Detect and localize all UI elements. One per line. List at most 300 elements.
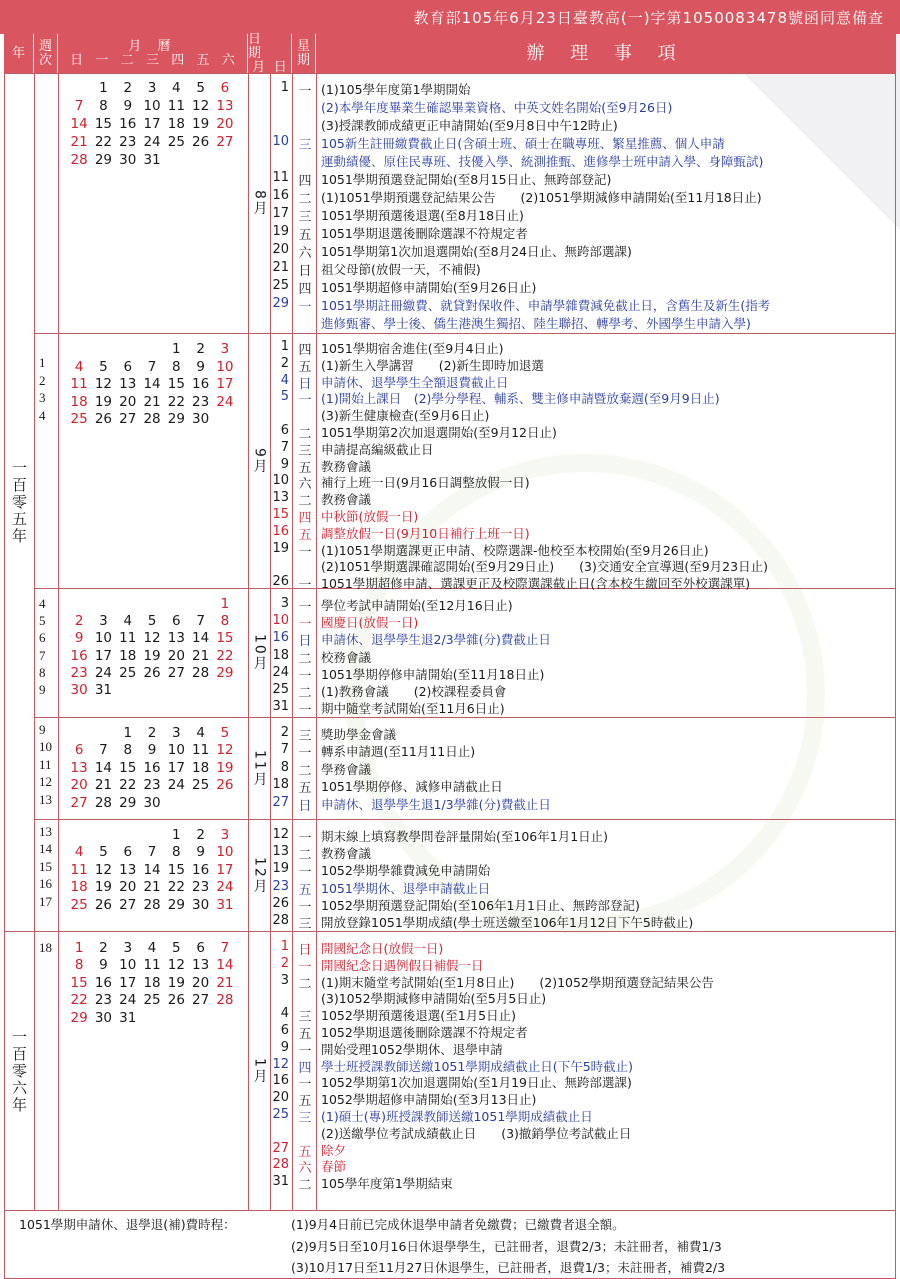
calendar-day: 17 (216, 376, 234, 393)
header-date-sub (248, 61, 291, 75)
header-calendar-title: 月 曆 (128, 38, 177, 54)
date-column (271, 718, 293, 819)
event-weekday: 一 (298, 600, 312, 615)
event-item: 1052學期退選後刪除選課不符規定者 (321, 1025, 528, 1040)
calendar-day: 15 (167, 376, 185, 393)
calendar-day (116, 827, 140, 843)
calendar-row (67, 897, 237, 913)
week-number: 13 (39, 824, 52, 839)
calendar-day: 12 (216, 742, 234, 759)
weekday-mon: 一 (95, 52, 109, 68)
event-item: 祖父母節(放假一天，不補假) (321, 262, 481, 277)
calendar-day: 25 (192, 777, 210, 794)
event-item: 獎助學金會議 (321, 727, 397, 742)
calendar-day: 23 (119, 134, 137, 150)
event-date: 28 (272, 913, 289, 928)
calendar-row (67, 1010, 237, 1026)
calendar-day: 20 (70, 777, 88, 794)
year-label: 一百零五年 (10, 460, 28, 545)
event-weekday: 二 (298, 192, 312, 207)
calendar-day: 22 (167, 393, 185, 410)
event-date: 1 (280, 339, 289, 354)
calendar-day: 12 (143, 630, 161, 647)
calendar-day: 3 (172, 725, 181, 741)
event-weekday: 一 (298, 959, 312, 975)
event-item: 國慶日(放假一日) (321, 615, 419, 631)
calendar-row (67, 80, 237, 96)
event-item: 1051學期停修、減修申請截止日 (321, 779, 503, 795)
event-weekday: 一 (298, 831, 312, 846)
event-item: 教務會議 (321, 846, 372, 862)
event-date: 13 (272, 844, 289, 860)
calendar-day: 7 (74, 98, 84, 114)
calendar-day: 29 (167, 411, 185, 428)
calendar-day: 1 (172, 827, 181, 843)
event-weekday: 二 (298, 686, 312, 701)
calendar-day: 17 (94, 647, 113, 664)
calendar-day: 14 (192, 630, 210, 647)
event-date: 26 (272, 895, 289, 911)
calendar-row (67, 596, 237, 612)
week-number: 5 (39, 613, 46, 629)
event-date: 27 (272, 794, 289, 810)
calendar-day (116, 682, 140, 698)
event-item: 開始受理1052學期休、退學申請 (321, 1041, 503, 1057)
calendar-day (188, 152, 212, 168)
month-name: 1月 (251, 1057, 268, 1085)
calendar-day: 24 (167, 777, 185, 794)
event-date: 24 (272, 664, 289, 680)
week-number: 9 (39, 722, 46, 737)
calendar-day: 20 (192, 974, 210, 991)
calendar-row (67, 411, 237, 427)
calendar-day: 29 (216, 664, 234, 681)
calendar-day: 8 (99, 98, 108, 114)
calendar-day: 10 (94, 630, 113, 647)
event-date: 25 (272, 1107, 289, 1122)
calendar-day: 18 (143, 974, 161, 991)
event-date: 3 (280, 596, 289, 611)
event-item: 105學年度第1學期結束 (321, 1176, 453, 1192)
week-number: 13 (39, 791, 52, 807)
calendar-day: 2 (99, 940, 108, 956)
calendar-day: 23 (192, 879, 210, 896)
approval-bar (0, 0, 900, 34)
event-item: 除夕 (321, 1142, 347, 1158)
date-column (271, 74, 293, 333)
event-weekday: 二 (298, 848, 312, 864)
calendar-day: 1 (123, 725, 133, 741)
calendar-row (67, 630, 237, 646)
calendar-day: 25 (143, 992, 161, 1009)
calendar-day: 3 (99, 613, 108, 630)
calendar-day: 18 (119, 647, 137, 664)
event-item: (3)新生健康檢查(至9月6日止) (321, 408, 490, 424)
event-item: 105新生註冊繳費截止日(含碩士班、碩士在職專班、繁星推薦、個人申請 (321, 136, 725, 151)
year-cell (5, 932, 35, 1211)
event-weekday: 二 (298, 976, 312, 992)
event-item: 補行上班一日(9月16日調整放假一日) (321, 475, 530, 491)
weekday-wed: 三 (145, 52, 159, 68)
calendar-day: 2 (196, 341, 205, 357)
calendar-day (91, 341, 115, 357)
calendar-day: 23 (192, 393, 210, 410)
calendar-day: 1 (220, 596, 230, 612)
week-number: 14 (39, 841, 52, 857)
calendar-day (116, 341, 140, 357)
calendar-day: 22 (167, 879, 185, 896)
refund-footer (4, 1211, 896, 1279)
events-column (317, 334, 895, 592)
weekday-column (293, 74, 317, 333)
calendar-day: 30 (70, 682, 88, 698)
calendar-day: 19 (167, 974, 185, 991)
calendar-day: 21 (94, 777, 113, 794)
calendar-day: 14 (216, 957, 234, 974)
calendar-day: 26 (216, 777, 234, 794)
event-date: 23 (272, 878, 289, 894)
calendar-day (91, 725, 115, 741)
calendar-day: 6 (220, 80, 230, 96)
calendar-day: 2 (123, 80, 133, 96)
event-date: 8 (280, 759, 289, 775)
event-item: (1)新生入學講習 (2)新生即時加退選 (321, 357, 544, 373)
calendar-row (67, 777, 237, 793)
calendar-day (164, 152, 188, 168)
weekday-fri: 五 (196, 52, 210, 68)
calendar-day: 11 (119, 630, 137, 647)
calendar-row (67, 613, 237, 629)
calendar-day: 5 (99, 358, 108, 375)
event-weekday: 一 (298, 1077, 312, 1093)
event-item: 1052學期超修申請開始(至3月13日止) (321, 1092, 537, 1108)
calendar-day: 8 (220, 613, 230, 630)
calendar-day: 7 (99, 742, 108, 759)
calendar-day: 28 (216, 992, 234, 1009)
week-number: 6 (39, 630, 46, 646)
event-weekday: 六 (298, 477, 312, 493)
calendar-day: 11 (167, 98, 185, 114)
date-column (271, 932, 293, 1210)
event-item: 申請休、退學學生全額退費截止日 (321, 374, 509, 390)
header-dow (292, 34, 316, 73)
event-weekday: 五 (298, 1144, 312, 1160)
header-date-month: 月 (252, 59, 266, 75)
event-weekday: 日 (298, 634, 312, 650)
calendar-day: 6 (123, 358, 133, 375)
events-column (317, 589, 895, 717)
calendar-day: 15 (94, 116, 113, 132)
event-date: 7 (280, 742, 289, 758)
calendar-day: 1 (99, 80, 108, 96)
calendar-day: 3 (123, 940, 133, 956)
calendar-day: 29 (167, 896, 185, 913)
calendar-day: 18 (167, 116, 185, 132)
calendar-row (67, 116, 237, 132)
event-date: 10 (272, 134, 289, 149)
calendar-day (140, 682, 164, 698)
calendar-row (67, 648, 237, 664)
event-weekday: 五 (298, 460, 312, 476)
calendar-day: 7 (220, 940, 230, 956)
calendar-day: 20 (216, 116, 234, 132)
calendar-row (67, 879, 237, 895)
calendar-day: 15 (70, 974, 88, 991)
event-item: (1)期末隨堂考試開始(至1月8日止) (2)1052學期預選登記結果公告 (321, 974, 714, 990)
calendar-day: 29 (70, 1009, 88, 1026)
calendar-row (67, 827, 237, 843)
calendar-row (67, 359, 237, 375)
calendar-day: 6 (196, 940, 205, 956)
calendar-day: 11 (70, 861, 88, 878)
event-item: 1051學期退選後刪除選課不符規定者 (321, 226, 528, 241)
calendar-day: 22 (216, 647, 234, 664)
calendar-day: 21 (143, 393, 161, 410)
calendar-day (67, 827, 91, 843)
calendar-day: 9 (123, 98, 133, 114)
calendar-day (67, 341, 91, 357)
event-item: 中秋節(放假一日) (321, 509, 419, 524)
calendar-day (140, 1010, 164, 1026)
calendar-day: 27 (119, 896, 137, 913)
week-number: 4 (39, 596, 46, 611)
calendar-day: 4 (147, 940, 157, 956)
event-weekday: 二 (298, 1178, 312, 1194)
calendar-day: 8 (172, 844, 181, 861)
event-weekday: 五 (298, 882, 312, 898)
calendar-day: 3 (147, 80, 157, 96)
calendar-day: 25 (167, 134, 185, 150)
calendar-day: 9 (196, 844, 205, 861)
calendar-day: 31 (143, 152, 161, 168)
calendar-day: 17 (119, 974, 137, 991)
event-weekday: 六 (298, 1161, 312, 1177)
calendar-day: 24 (216, 393, 234, 410)
event-date: 28 (272, 1157, 289, 1173)
event-item: 運動績優、原住民專班、技優入學、統測推甄、進修學士班申請入學、身障甄試) (321, 154, 764, 169)
event-date: 21 (272, 260, 289, 275)
calendar-day: 6 (172, 613, 181, 630)
header-year: 年 (4, 34, 34, 73)
month-calendar (59, 820, 249, 931)
events-column (317, 718, 895, 819)
calendar-day: 3 (220, 827, 230, 843)
calendar-day: 30 (192, 411, 210, 428)
calendar-day: 8 (172, 358, 181, 375)
event-item: 1052學期預選後退選(至1月5日止) (321, 1008, 516, 1024)
month-block (35, 820, 895, 932)
event-weekday: 三 (298, 1010, 312, 1026)
week-number: 9 (39, 682, 46, 697)
calendar-day: 8 (74, 957, 84, 974)
event-date: 7 (280, 439, 289, 455)
weekday-sun: 日 (70, 52, 84, 68)
calendar-day: 31 (119, 1009, 137, 1026)
event-item: (1)1051學期選課更正申請、校際選課-他校至本校開始(至9月26日止) (321, 542, 709, 558)
week-number: 8 (39, 664, 46, 680)
event-item: 學士班授課教師送繳1051學期成績截止日(下午5時截止) (321, 1058, 634, 1074)
month-label (249, 334, 271, 588)
event-date: 9 (280, 1039, 289, 1055)
month-calendar (59, 334, 249, 588)
event-date: 9 (280, 456, 289, 472)
weekday-column (293, 334, 317, 594)
calendar-day: 25 (119, 664, 137, 681)
event-item: 調整放假一日(9月10日補行上班一日) (321, 525, 530, 541)
calendar-day: 14 (70, 116, 88, 132)
calendar-row (67, 725, 237, 741)
event-date: 13 (272, 490, 289, 506)
month-label (249, 820, 271, 931)
calendar-day: 12 (94, 861, 113, 878)
event-item: 期末線上填寫教學問卷評量開始(至106年1月1日止) (321, 829, 609, 844)
event-weekday: 一 (298, 393, 312, 409)
calendar-day: 5 (220, 725, 230, 741)
header-items: 辦 理 事 項 (316, 34, 896, 73)
event-weekday: 三 (298, 138, 312, 153)
event-date: 12 (272, 827, 289, 842)
event-date: 29 (272, 296, 289, 311)
event-date: 15 (272, 507, 289, 522)
calendar-day: 24 (119, 992, 137, 1009)
calendar-day (116, 596, 140, 612)
weekday-column (293, 932, 317, 1210)
calendar-day: 2 (147, 725, 157, 741)
event-date: 5 (280, 389, 289, 405)
calendar-row (67, 844, 237, 860)
calendar-day: 29 (119, 794, 137, 811)
calendar-day: 26 (143, 664, 161, 681)
event-item: 申請休、退學學生退2/3學雜(分)費截止日 (321, 632, 551, 648)
event-weekday: 四 (298, 174, 312, 189)
week-number: 7 (39, 647, 46, 663)
calendar-row (67, 376, 237, 392)
calendar-row (67, 394, 237, 410)
week-numbers (35, 334, 59, 588)
calendar-day: 24 (143, 134, 161, 150)
week-number: 3 (39, 390, 46, 406)
date-column (271, 820, 293, 931)
week-number: 11 (39, 756, 52, 772)
calendar-day: 26 (192, 134, 210, 150)
calendar-day: 16 (192, 861, 210, 878)
event-item: 1051學期預選登記開始(至8月15日止、無跨部登記) (321, 172, 612, 187)
calendar-day (140, 827, 164, 843)
calendar-day: 21 (70, 134, 88, 150)
event-weekday: 五 (298, 228, 312, 243)
calendar-day: 9 (147, 742, 157, 759)
calendar-day: 22 (119, 777, 137, 794)
event-date: 31 (272, 1174, 289, 1190)
calendar-day: 7 (147, 358, 157, 375)
event-item: 學位考試申請開始(至12月16日止) (321, 598, 513, 613)
month-block (35, 589, 895, 718)
header-date-day: 日 (273, 59, 287, 75)
event-item: (1)1051學期預選登記結果公告 (2)1051學期減修申請開始(至11月18日止) (321, 190, 762, 205)
calendar-day: 11 (70, 376, 88, 393)
event-item: 進修甄審、學士後、僑生港澳生獨招、陸生聯招、轉學考、外國學生申請入學) (321, 316, 751, 331)
event-weekday: 三 (298, 443, 312, 459)
month-name: 8月 (251, 190, 268, 217)
event-date: 1 (280, 939, 289, 954)
month-name: 12月 (251, 856, 268, 895)
week-numbers (35, 820, 59, 931)
event-weekday: 一 (298, 899, 312, 915)
calendar-day: 16 (119, 116, 137, 132)
event-date: 2 (280, 355, 289, 371)
event-date: 25 (272, 682, 289, 697)
event-item: 1052學期第1次加退選開始(至1月19日止、無跨部選課) (321, 1075, 632, 1091)
calendar-day: 12 (192, 98, 210, 114)
year-label: 一百零六年 (10, 1028, 28, 1114)
event-item: 校務會議 (321, 649, 372, 665)
calendar-day: 16 (192, 376, 210, 393)
calendar-day: 24 (216, 879, 234, 896)
event-date: 1 (280, 80, 289, 95)
event-date: 3 (280, 972, 289, 988)
event-date: 25 (272, 278, 289, 293)
event-item: 1051學期超修申請開始(至9月26日止) (321, 280, 537, 295)
calendar-day: 28 (143, 896, 161, 913)
event-item: (1)碩士(專)班授課教師送繳1051學期成績截止日 (321, 1109, 593, 1124)
calendar-day: 20 (119, 879, 137, 896)
calendar-day: 23 (70, 664, 88, 681)
calendar-row (67, 940, 237, 956)
calendar-day: 27 (70, 794, 88, 811)
event-item: 開國紀念日遇例假日補假一日 (321, 957, 484, 973)
calendar-day: 6 (74, 742, 84, 759)
calendar-row (67, 665, 237, 681)
calendar-day: 18 (192, 759, 210, 776)
event-weekday: 日 (298, 264, 312, 279)
calendar-day: 1 (74, 940, 84, 956)
calendar-day: 12 (167, 957, 185, 974)
event-item: (3)1052學期減修申請開始(至5月5日止) (321, 991, 547, 1007)
week-numbers (35, 718, 59, 819)
event-item: 1051學期超修申請、選課更正及校際選課截止日(含本校生繳回至外校選課單) (321, 576, 751, 592)
calendar-day: 25 (70, 896, 88, 913)
weekday-column (293, 589, 317, 717)
calendar-day: 31 (216, 896, 234, 913)
calendar-row (67, 975, 237, 991)
month-block (35, 334, 895, 594)
header-date-title: 日 期 (248, 31, 268, 61)
event-weekday: 二 (298, 763, 312, 779)
footer-line-2: (2)9月5日至10月16日休退學學生，已註冊者，退費2/3；未註冊者，補費1/3 (291, 1239, 722, 1254)
month-calendar (59, 718, 249, 819)
calendar-day (91, 596, 115, 612)
calendar-day: 19 (143, 647, 161, 664)
events-column (317, 932, 895, 1210)
calendar-row (67, 742, 237, 758)
calendar-day (164, 682, 188, 698)
calendar-row (67, 134, 237, 150)
event-weekday: 一 (298, 578, 312, 594)
event-date: 16 (272, 630, 289, 646)
week-numbers (35, 589, 59, 717)
calendar-day: 5 (99, 844, 108, 861)
event-date: 4 (280, 1006, 289, 1022)
event-item: 開放登錄1051學期成績(學士班送繳至106年1月12日下午5時截止) (321, 915, 694, 930)
calendar-day: 17 (216, 861, 234, 878)
calendar-day: 28 (192, 664, 210, 681)
calendar-day (91, 827, 115, 843)
event-date: 20 (272, 242, 289, 257)
calendar-day: 10 (119, 957, 137, 974)
calendar-day: 20 (119, 393, 137, 410)
calendar-day: 4 (74, 358, 84, 375)
calendar-day: 24 (94, 664, 113, 681)
